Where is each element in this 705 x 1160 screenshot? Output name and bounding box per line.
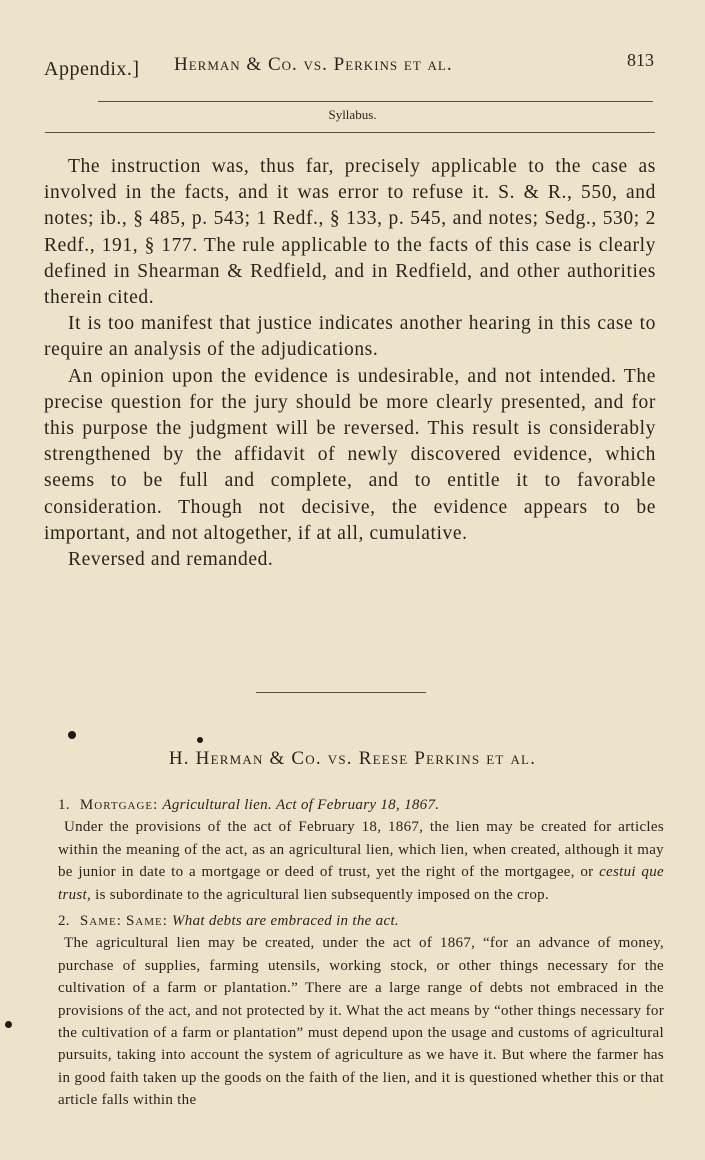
ink-dot-icon — [5, 1021, 12, 1028]
legal-term: cestui que trust, — [58, 864, 664, 903]
headnote-act: Act of February 18, 1867. — [276, 797, 440, 813]
section-divider — [256, 692, 426, 693]
page-number: 813 — [627, 50, 654, 70]
case-title: H. Herman & Co. vs. Reese Perkins et al. — [168, 748, 537, 769]
headnote-subtopic: Agricultural lien. — [162, 797, 272, 813]
headnote-topic: Same: — [79, 913, 122, 930]
opinion-text — [44, 154, 656, 573]
headnote-text: Under the provisions of the act of February 18, 1867, the lien may be created for articles within the meaning of the act, as an agricultural lien, which lien, when created, although it may be junior in date to a mortgage or deed of trust, yet the right of the mortgagee, or cestui que trust, is subordinate to the agricultural lien subsequently imposed on the crop. — [58, 819, 664, 903]
headnote-topic: Mortgage: — [79, 797, 159, 813]
opinion-paragraph: An opinion upon the evidence is undesirable, and not intended. The precise question for the jury should be more clearly presented, and for this purpose the judgment will be reversed. This result is considerably strengthened by the affidavit of newly discovered evidence, which seems to be full and complete, and to entitle it to favorable consideration. Though not decisive, the evidence appears to be important, and not altogether, if at all, cumulative. — [44, 365, 656, 544]
running-header — [44, 50, 654, 80]
headnotes — [58, 794, 664, 1116]
headnote-subtopic: What debts are embraced in the act. — [171, 913, 399, 930]
headnote — [58, 910, 664, 1112]
headnote-number: 2. — [58, 913, 70, 930]
opinion-paragraph: The instruction was, thus far, precisely applicable to the case as involved in the facts, and it was error to refuse it. S. & R., 550, and notes; ib., § 485, p. 543; 1 Redf., § 133, p. 545, and notes; Sedg., 530; 2 Redf., 191, § 177. The rule applicable to the facts of this case is clearly defined in Shearman & Redfield, and in Redfield, and other authorities therein cited. — [44, 156, 656, 309]
headnote-number: 1. — [58, 797, 70, 813]
headnote-text: The agricultural lien may be created, under the act of 1867, “for an advance of money, purchase of supplies, farming utensils, working stock, or other things necessary for the cultivation of a farm or plantation.” There are a large range of debts not embraced in the provisions of the act, and not protected by it. What the act means by “other things necessary for the cultivation of a farm or plantation” must depend upon the usage and customs of agricultural pursuits, taking into account the system of agriculture as we have it. But where the farmer has in good faith taken up the goods on the faith of the lien, and it is questioned whether this or that article falls within the — [58, 935, 664, 1109]
section-label: Appendix.] — [44, 58, 140, 80]
running-title: Herman & Co. vs. Perkins et al. — [174, 54, 453, 75]
ink-dot-icon — [197, 737, 203, 743]
headnote-heading — [58, 910, 664, 932]
headnote-subtopic-prefix: Same: — [125, 913, 168, 930]
header-rule-top — [98, 101, 653, 102]
ink-dot-icon — [68, 731, 76, 739]
opinion-paragraph: It is too manifest that justice indicates another hearing in this case to require an analysis of the adjudications. — [44, 313, 656, 361]
headnote-heading — [58, 794, 664, 816]
headnote — [58, 794, 664, 906]
opinion-paragraph: Reversed and remanded. — [68, 549, 274, 571]
syllabus-label: Syllabus. — [328, 107, 377, 122]
header-rule-bottom — [45, 132, 655, 133]
